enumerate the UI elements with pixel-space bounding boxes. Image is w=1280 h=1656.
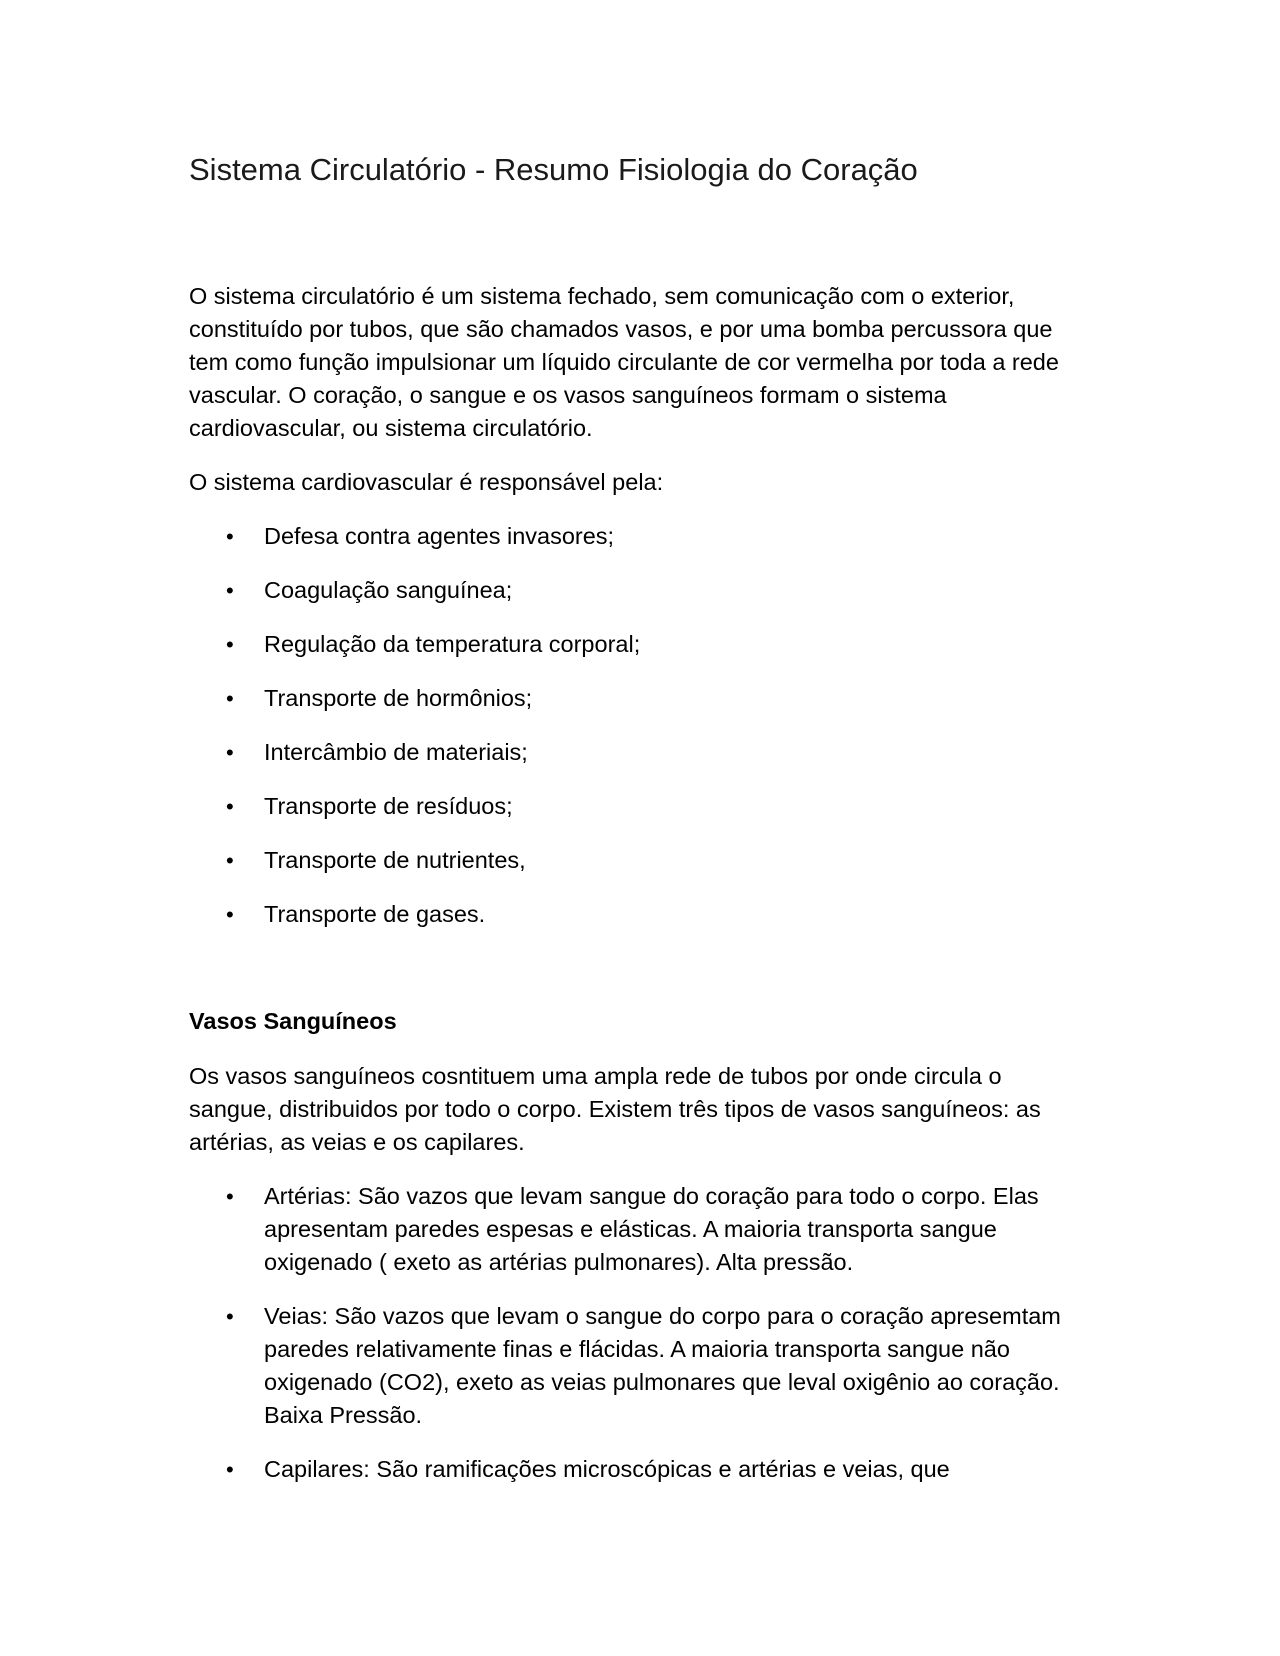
list-item bbox=[189, 898, 1099, 931]
section-heading-vasos: Vasos Sanguíneos bbox=[189, 1008, 397, 1034]
document-title: Sistema Circulatório - Resumo Fisiologia do Coração bbox=[189, 152, 918, 187]
list-item bbox=[189, 736, 1099, 769]
list-item-text: Transporte de hormônios; bbox=[264, 685, 533, 711]
list-item-text: Veias: São vazos que levam o sangue do corpo para o coração apresemtam paredes relativamente finas e flácidas. A maioria transporta sangue não oxigenado (CO2), exeto as veias pulmonares que leval oxigênio ao coração. Baixa Pressão. bbox=[264, 1303, 1061, 1428]
functions-intro: O sistema cardiovascular é responsável pela: bbox=[189, 469, 664, 495]
list-item-text: Artérias: São vazos que levam sangue do coração para todo o corpo. Elas apresentam paredes espesas e elásticas. A maioria transporta sangue oxigenado ( exeto as artérias pulmonares). Alta pressão. bbox=[264, 1183, 1039, 1275]
intro-paragraph: O sistema circulatório é um sistema fechado, sem comunicação com o exterior, constituído por tubos, que são chamados vasos, e por uma bomba percussora que tem como função impulsionar um líquido circulante de cor vermelha por toda a rede vascular. O coração, o sangue e os vasos sanguíneos formam o sistema cardiovascular, ou sistema circulatório. bbox=[189, 283, 1059, 441]
bullet-icon: • bbox=[226, 632, 234, 657]
functions-list bbox=[189, 520, 1099, 931]
list-item-text: Regulação da temperatura corporal; bbox=[264, 631, 641, 657]
intro-section bbox=[189, 280, 1099, 952]
vessels-section bbox=[189, 1060, 1099, 1507]
list-item bbox=[189, 1453, 1099, 1486]
list-item-text: Transporte de nutrientes, bbox=[264, 847, 526, 873]
bullet-icon: • bbox=[226, 902, 234, 927]
vessels-paragraph: Os vasos sanguíneos cosntituem uma ampla rede de tubos por onde circula o sangue, distribuidos por todo o corpo. Existem três tipos de vasos sanguíneos: as artérias, as veias e os capilares. bbox=[189, 1063, 1041, 1155]
list-item-text: Capilares: São ramificações microscópicas e artérias e veias, que bbox=[264, 1456, 950, 1482]
bullet-icon: • bbox=[226, 794, 234, 819]
list-item bbox=[189, 790, 1099, 823]
bullet-icon: • bbox=[226, 578, 234, 603]
list-item-text: Transporte de resíduos; bbox=[264, 793, 513, 819]
bullet-icon: • bbox=[226, 740, 234, 765]
list-item-text: Intercâmbio de materiais; bbox=[264, 739, 528, 765]
list-item bbox=[189, 520, 1099, 553]
list-item-text: Defesa contra agentes invasores; bbox=[264, 523, 615, 549]
list-item bbox=[189, 1180, 1094, 1279]
list-item bbox=[189, 682, 1099, 715]
list-item bbox=[189, 1300, 1079, 1432]
vessel-types-list bbox=[189, 1180, 1099, 1486]
bullet-icon: • bbox=[226, 1304, 234, 1329]
bullet-icon: • bbox=[226, 524, 234, 549]
list-item bbox=[189, 574, 1099, 607]
bullet-icon: • bbox=[226, 1457, 234, 1482]
bullet-icon: • bbox=[226, 1184, 234, 1209]
list-item-text: Transporte de gases. bbox=[264, 901, 486, 927]
bullet-icon: • bbox=[226, 848, 234, 873]
bullet-icon: • bbox=[226, 686, 234, 711]
list-item bbox=[189, 844, 1099, 877]
list-item bbox=[189, 628, 1099, 661]
list-item-text: Coagulação sanguínea; bbox=[264, 577, 513, 603]
